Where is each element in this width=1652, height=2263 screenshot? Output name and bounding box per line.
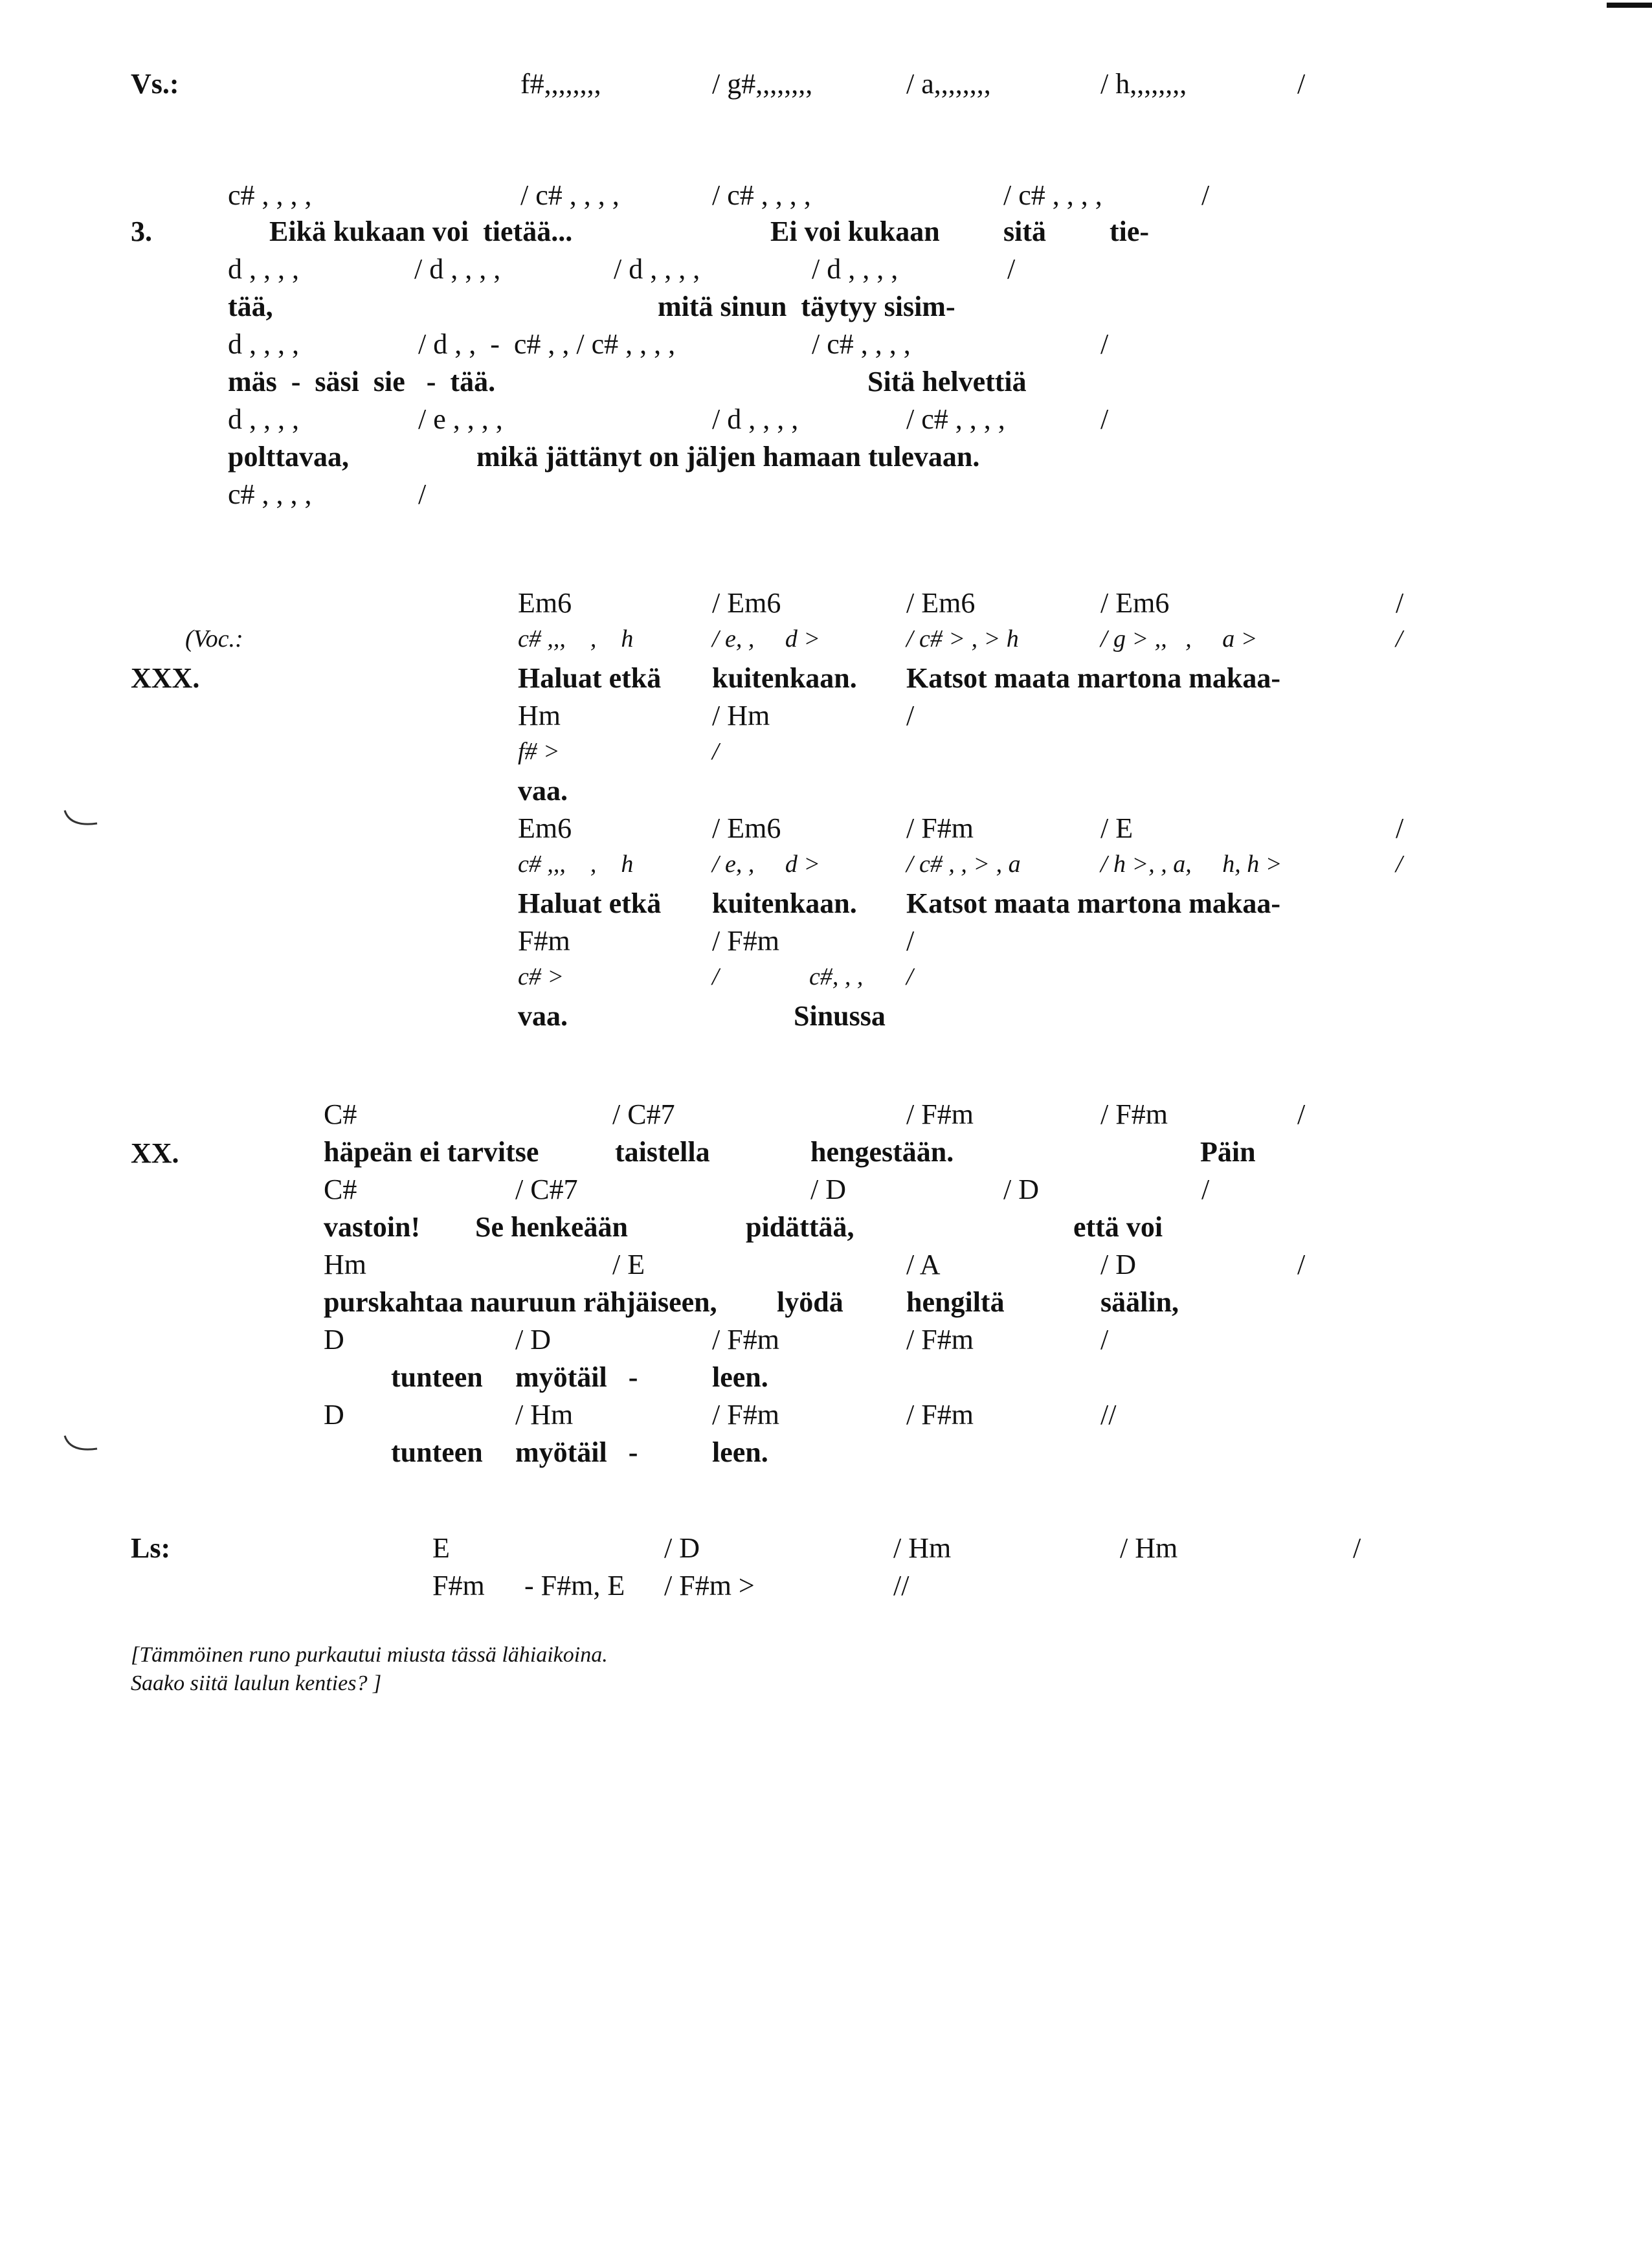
verse-number: 3. — [131, 216, 152, 247]
lyric-line: pidättää, — [746, 1211, 854, 1243]
note-line: / e , , , , — [418, 403, 503, 435]
bar-line: / — [906, 700, 915, 731]
lyric-line: taistella — [615, 1136, 710, 1168]
chord: D — [324, 1324, 344, 1355]
bar-line: / — [1396, 625, 1403, 652]
chord: / F#m — [906, 1399, 974, 1431]
bar-line: / — [1396, 851, 1403, 878]
bar-line: / — [418, 478, 427, 510]
note-line: / d , , , , — [614, 253, 700, 285]
lyric-line: tunteen — [391, 1361, 483, 1393]
chord: D — [324, 1399, 344, 1431]
chord: / Em6 — [712, 587, 781, 619]
lyric-line: hengestään. — [810, 1136, 954, 1168]
voc-notes: / c# > , > h — [906, 625, 1019, 652]
note-line: / c# , , , , — [812, 328, 911, 360]
bar-line: / — [1297, 1098, 1306, 1130]
vs-note: / h,,,,,,,, — [1100, 68, 1187, 100]
note-line: / c# , , , , — [520, 179, 620, 211]
lyric-line: säälin, — [1100, 1286, 1179, 1318]
lyric-line: leen. — [712, 1361, 768, 1393]
chord: / F#m > — [664, 1570, 755, 1601]
chord: / D — [1100, 1249, 1136, 1280]
bar-line: // — [893, 1570, 910, 1601]
chord: C# — [324, 1098, 357, 1130]
bar-line: / — [1100, 328, 1109, 360]
note-line: d , , , , — [228, 328, 299, 360]
chord: / Em6 — [906, 587, 976, 619]
bar-line: / — [1100, 1324, 1109, 1355]
bar-line: / — [1100, 403, 1109, 435]
chord: F#m — [518, 925, 570, 957]
bar-line: / — [1297, 68, 1306, 100]
chord: / E — [612, 1249, 645, 1280]
lyric-line: tie- — [1110, 216, 1150, 247]
lyric-line: mikä jättänyt on jäljen hamaan tulevaan. — [476, 441, 980, 473]
chord: C# — [324, 1174, 357, 1205]
bar-line: / — [1396, 587, 1404, 619]
lyric-line: sitä — [1003, 216, 1046, 247]
bar-line: // — [1100, 1399, 1117, 1431]
corner-mark — [1607, 0, 1652, 19]
bar-line: / — [1201, 1174, 1210, 1205]
voc-notes: / e, , d > — [712, 625, 821, 652]
bar-line: / — [906, 963, 913, 990]
lyric-line: myötäil - — [515, 1361, 638, 1393]
section-label-vs: Vs.: — [131, 68, 179, 100]
voc-notes: f# > — [518, 738, 560, 765]
voc-notes: / e, , d > — [712, 851, 821, 878]
note-line: / c# , , , , — [712, 179, 811, 211]
voc-notes: c#, , , — [809, 963, 864, 990]
chord: / F#m — [712, 925, 779, 957]
section-label-xxx: XXX. — [131, 662, 200, 694]
lyric-line: tää, — [228, 291, 273, 322]
chord: / A — [906, 1249, 941, 1280]
chord: E — [432, 1532, 450, 1564]
lyric-line: vaa. — [518, 1000, 568, 1032]
chord: / F#m — [906, 1098, 974, 1130]
chord: / C#7 — [515, 1174, 578, 1205]
chord: F#m — [432, 1570, 485, 1601]
bar-line: / — [906, 925, 915, 957]
bar-line: / — [1007, 253, 1016, 285]
lyric-line: Ei voi kukaan — [770, 216, 940, 247]
lyric-line: Sinussa — [794, 1000, 886, 1032]
note-line: / c# , , , , — [906, 403, 1005, 435]
chord: Em6 — [518, 587, 572, 619]
footnote-line: [Tämmöinen runo purkautui miusta tässä lähiaikoina. — [131, 1643, 608, 1667]
vs-note: / g#,,,,,,,, — [712, 68, 813, 100]
chord: / Hm — [712, 700, 770, 731]
lyric-line: purskahtaa nauruun rähjäiseen, — [324, 1286, 717, 1318]
note-line: / d , , , , — [414, 253, 501, 285]
lyric-line: että voi — [1073, 1211, 1163, 1243]
section-label-xx: XX. — [131, 1137, 179, 1169]
chord: / C#7 — [612, 1098, 675, 1130]
chord: Hm — [324, 1249, 366, 1280]
lyric-line: vaa. — [518, 775, 568, 807]
section-label-ls: Ls: — [131, 1532, 171, 1564]
chord: / F#m — [906, 1324, 974, 1355]
bar-line: / — [712, 738, 719, 765]
margin-hook-mark — [62, 1433, 101, 1459]
chord: / F#m — [1100, 1098, 1168, 1130]
lyric-line: myötäil - — [515, 1436, 638, 1468]
chord: / Em6 — [712, 812, 781, 844]
note-line: d , , , , — [228, 253, 299, 285]
note-line: c# , , , , — [228, 478, 312, 510]
lyric-line: hengiltä — [906, 1286, 1005, 1318]
lyric-line: kuitenkaan. — [712, 662, 857, 694]
lyric-line: Haluat etkä — [518, 887, 662, 919]
voc-notes: c# > — [518, 963, 564, 990]
chord: / F#m — [712, 1324, 779, 1355]
margin-hook-mark — [62, 808, 101, 834]
lyric-line: polttavaa, — [228, 441, 349, 473]
bar-line: / — [712, 963, 719, 990]
voc-notes: / c# , , > , a — [906, 851, 1021, 878]
chord: / F#m — [906, 812, 974, 844]
lyric-line: häpeän ei tarvitse — [324, 1136, 539, 1168]
bar-line: / — [1297, 1249, 1306, 1280]
chord: / D — [1003, 1174, 1039, 1205]
voc-notes: c# ,,, , h — [518, 851, 634, 878]
chord: Hm — [518, 700, 561, 731]
bar-line: / — [1201, 179, 1210, 211]
lyric-line: leen. — [712, 1436, 768, 1468]
footnote-line: Saako siitä laulun kenties? ] — [131, 1671, 382, 1695]
lyric-line: Sitä helvettiä — [867, 366, 1027, 397]
chord: - F#m, E — [524, 1570, 625, 1601]
note-line: c# , , , , — [228, 179, 312, 211]
voc-notes: c# ,,, , h — [518, 625, 634, 652]
lyric-line: Katsot maata martona makaa- — [906, 662, 1281, 694]
lyric-line: Katsot maata martona makaa- — [906, 887, 1281, 919]
lyric-line: Päin — [1200, 1136, 1256, 1168]
chord: / Em6 — [1100, 587, 1170, 619]
chord: / E — [1100, 812, 1133, 844]
chord: / F#m — [712, 1399, 779, 1431]
voc-notes: / g > ,, , a > — [1100, 625, 1258, 652]
note-line: / d , , - c# , , / c# , , , , — [418, 328, 676, 360]
lyric-line: tunteen — [391, 1436, 483, 1468]
lyric-line: kuitenkaan. — [712, 887, 857, 919]
chord: / Hm — [1120, 1532, 1178, 1564]
chord: / Hm — [515, 1399, 574, 1431]
note-line: / d , , , , — [712, 403, 799, 435]
bar-line: / — [1396, 812, 1404, 844]
voc-notes: / h >, , a, h, h > — [1100, 851, 1282, 878]
lyric-line: mäs - säsi sie - tää. — [228, 366, 496, 397]
bar-line: / — [1353, 1532, 1361, 1564]
voc-label: (Voc.: — [185, 625, 243, 652]
note-line: d , , , , — [228, 403, 299, 435]
lyric-line: vastoin! — [324, 1211, 421, 1243]
chord: / D — [810, 1174, 846, 1205]
note-line: / d , , , , — [812, 253, 899, 285]
vs-note: f#,,,,,,,, — [520, 68, 601, 100]
lyric-line: Eikä kukaan voi tietää... — [269, 216, 573, 247]
chord: Em6 — [518, 812, 572, 844]
chord: / D — [664, 1532, 700, 1564]
lyric-line: lyödä — [777, 1286, 843, 1318]
lyric-line: mitä sinun täytyy sisim- — [658, 291, 955, 322]
lyric-line: Se henkeään — [475, 1211, 628, 1243]
lyric-line: Haluat etkä — [518, 662, 662, 694]
chord: / D — [515, 1324, 551, 1355]
vs-note: / a,,,,,,,, — [906, 68, 991, 100]
chord: / Hm — [893, 1532, 952, 1564]
note-line: / c# , , , , — [1003, 179, 1102, 211]
